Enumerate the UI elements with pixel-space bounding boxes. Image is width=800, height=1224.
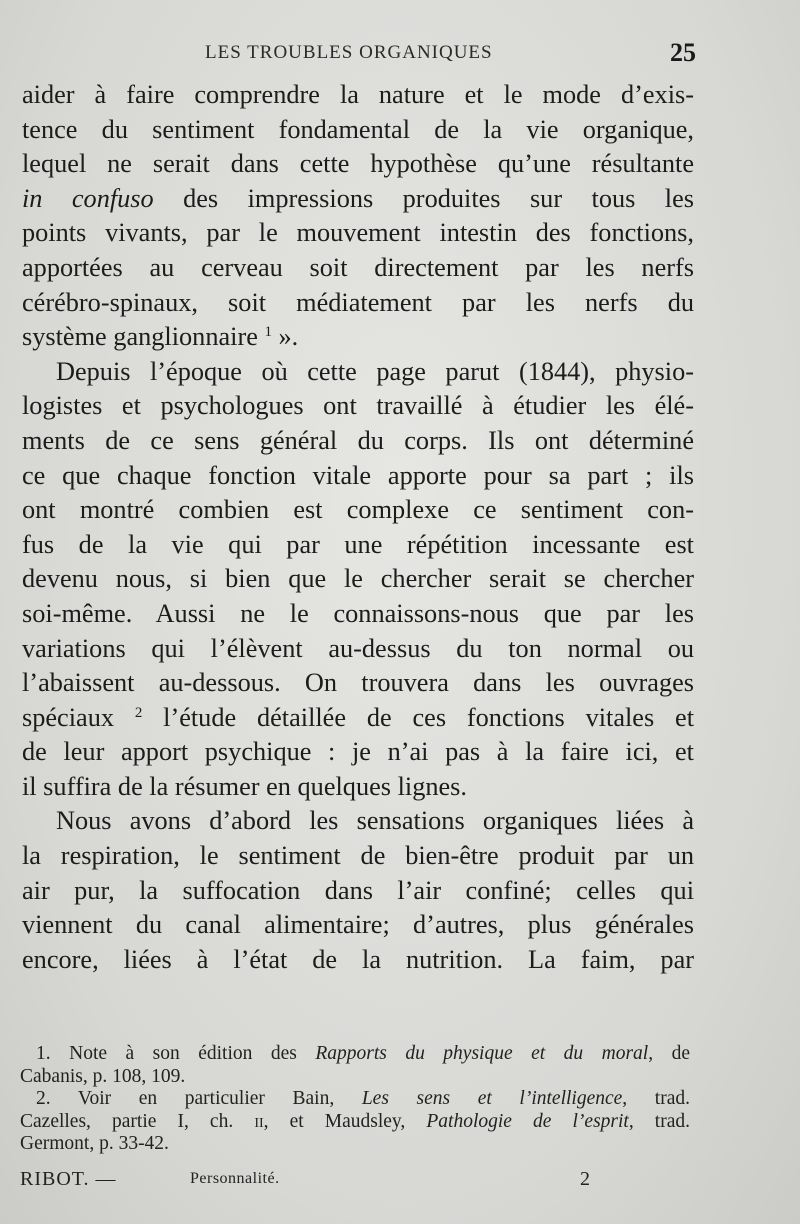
- footnote-1: [20, 1043, 690, 1066]
- body-text: [22, 78, 694, 977]
- text-fragment: , trad.: [622, 1088, 690, 1109]
- text-line: Nous avons d’abord les sensations organiques liées à: [56, 806, 694, 836]
- text-line: l’abaissent au-dessous. On trouvera dans les ouvrages: [22, 668, 694, 698]
- paragraph-2: [22, 355, 694, 805]
- footnote-1-cont: Cabanis, p. 108, 109.: [20, 1065, 186, 1087]
- page-number: 25: [670, 38, 696, 67]
- text-line: [22, 701, 694, 736]
- author-name: RIBOT.: [20, 1168, 90, 1190]
- page-footer: [20, 1168, 620, 1194]
- text-line: aider à faire comprendre la nature et le mode d’exis-: [22, 80, 694, 109]
- text-fragment: système ganglionnaire: [22, 322, 265, 352]
- text-line: il suffira de la résumer en quelques lignes.: [22, 771, 467, 801]
- text-line: [22, 320, 694, 355]
- footnote-2: [20, 1088, 690, 1111]
- text-line: variations qui l’élèvent au-dessus du ton normal ou: [22, 633, 694, 663]
- text-fragment: 2. Voir en particulier Bain,: [36, 1088, 362, 1109]
- text-line: devenu nous, si bien que le chercher serait se chercher: [22, 564, 694, 594]
- italic-title: Les sens et l’intelligence: [361, 1088, 623, 1109]
- text-fragment: , de: [648, 1043, 690, 1064]
- footer-separator: —: [95, 1168, 117, 1190]
- text-line: encore, liées à l’état de la nutrition. La faim, par: [22, 944, 694, 974]
- text-fragment: 1. Note à son édition des: [36, 1043, 316, 1064]
- text-line: cérébro-spinaux, soit médiatement par les nerfs du: [22, 287, 694, 317]
- text-line: [22, 182, 694, 217]
- text-fragment: , trad.: [628, 1110, 690, 1132]
- page-header: [0, 38, 800, 68]
- footnote-ref-2: 2: [134, 704, 143, 721]
- text-fragment: Cazelles, partie I, ch.: [20, 1110, 255, 1132]
- text-line: logistes et psychologues ont travaillé à étudier les élé-: [22, 391, 694, 421]
- roman-numeral: ii: [254, 1110, 264, 1132]
- text-line: tence du sentiment fondamental de la vie organique,: [22, 114, 694, 144]
- text-line: soi-même. Aussi ne le connaissons-nous que par les: [22, 598, 694, 628]
- footer-title: Personnalité.: [190, 1170, 280, 1187]
- italic-title: Pathologie de l’esprit: [426, 1110, 629, 1132]
- text-fragment: ».: [271, 322, 299, 352]
- text-line: ments de ce sens général du corps. Ils ont déterminé: [22, 425, 694, 455]
- text-line: ce que chaque fonction vitale apporte pour sa part ; ils: [22, 460, 694, 490]
- footnotes: [20, 1043, 690, 1156]
- paragraph-1: [22, 78, 694, 355]
- paragraph-3: [22, 804, 694, 977]
- text-line: points vivants, par le mouvement intestin des fonctions,: [22, 218, 694, 248]
- italic-title: Rapports du physique et du moral: [315, 1043, 649, 1064]
- footnote-ref-1: 1: [264, 324, 272, 341]
- text-line: la respiration, le sentiment de bien-être produit par un: [22, 841, 694, 871]
- text-line: ont montré combien est complexe ce sentiment con-: [22, 495, 694, 525]
- text-line: de leur apport psychique : je n’ai pas à la faire ici, et: [22, 737, 694, 767]
- text-line: apportées au cerveau soit directement par les nerfs: [22, 252, 694, 282]
- footnote-2-end: Germont, p. 33-42.: [20, 1133, 169, 1154]
- footnote-2-cont: [20, 1111, 690, 1134]
- text-line: viennent du canal alimentaire; d’autres, plus générales: [22, 910, 694, 940]
- italic-phrase: in confuso: [22, 183, 154, 213]
- text-fragment: des impressions produites sur tous les: [153, 183, 694, 213]
- text-fragment: spéciaux: [22, 702, 135, 732]
- text-fragment: , et Maudsley,: [263, 1110, 427, 1132]
- running-head: LES TROUBLES ORGANIQUES: [205, 42, 493, 63]
- footer-author: [20, 1168, 117, 1191]
- text-line: fus de la vie qui par une répétition incessante est: [22, 529, 694, 559]
- signature-mark: 2: [580, 1168, 590, 1190]
- text-line: Depuis l’époque où cette page parut (1844), physio-: [56, 356, 694, 386]
- text-line: lequel ne serait dans cette hypothèse qu’une résultante: [22, 149, 694, 179]
- text-line: air pur, la suffocation dans l’air confiné; celles qui: [22, 875, 694, 905]
- text-fragment: l’étude détaillée de ces fonctions vitales et: [142, 702, 695, 732]
